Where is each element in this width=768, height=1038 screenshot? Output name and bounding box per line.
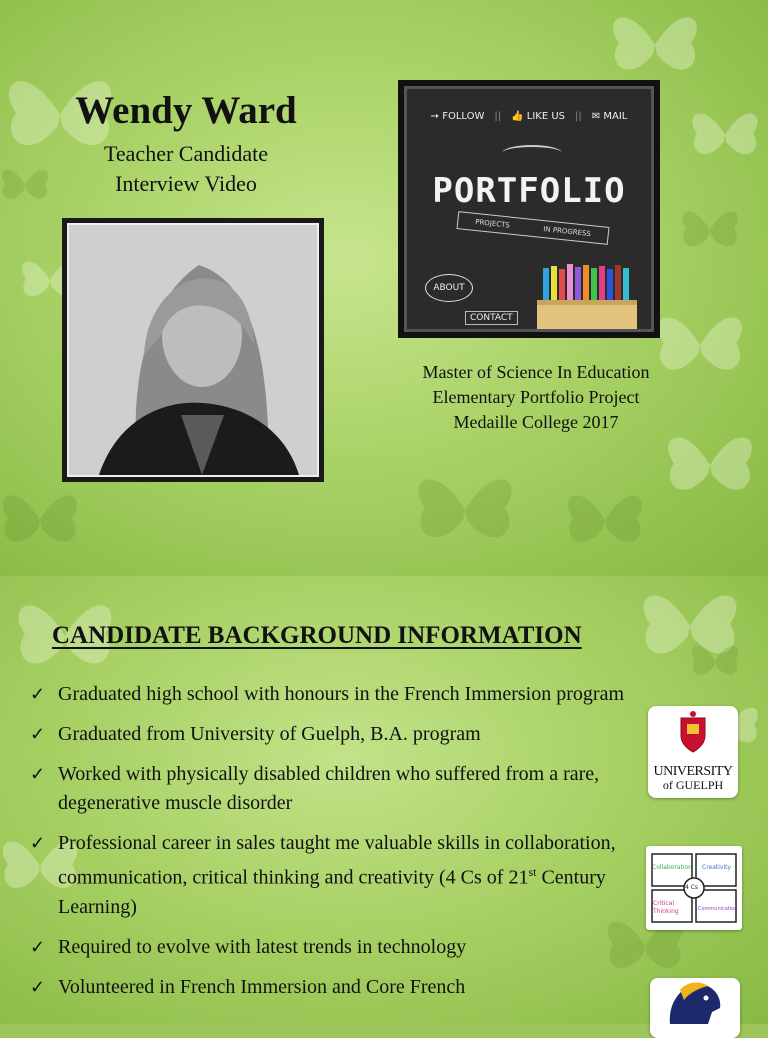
- check-icon: ✓: [30, 764, 46, 784]
- portfolio-chalkboard-image: [398, 80, 660, 338]
- pencil-box: [535, 264, 645, 332]
- check-icon: ✓: [30, 724, 46, 744]
- pencil-icon: [583, 265, 589, 302]
- thumbs-up-icon: 👍: [511, 111, 524, 122]
- mail-link: ✉ MAIL: [591, 111, 628, 122]
- chalk-swirl: [502, 145, 562, 161]
- background-heading: CANDIDATE BACKGROUND INFORMATION: [52, 622, 582, 649]
- contact-label: CONTACT: [465, 311, 518, 325]
- guelph-logo-line2: of GUELPH: [662, 778, 724, 792]
- candidate-name: Wendy Ward: [75, 89, 297, 132]
- chalkboard-nav: ➙ FOLLOW || 👍 LIKE US || ✉ MAIL: [430, 111, 628, 122]
- pencil-icon: [591, 268, 597, 302]
- butterfly-icon: [560, 480, 650, 560]
- candidate-photo: [62, 218, 324, 482]
- caption-line-2: Elementary Portfolio Project: [432, 387, 640, 407]
- list-item: ✓ Required to evolve with latest trends in technology: [28, 933, 642, 962]
- horse-mascot-icon: [650, 978, 740, 1038]
- pencil-icon: [551, 266, 557, 302]
- guelph-logo: [648, 706, 738, 798]
- pencil-icon: [607, 269, 613, 302]
- butterfly-icon: [600, 0, 710, 90]
- check-icon: ✓: [30, 684, 46, 704]
- butterfly-icon: [0, 480, 80, 560]
- check-icon: ✓: [30, 833, 46, 853]
- pencil-icon: [567, 264, 573, 302]
- butterfly-icon: [680, 200, 740, 260]
- about-bubble: ABOUT: [425, 274, 473, 302]
- list-item: ✓ Professional career in sales taught me valuable skills in collaboration, communication, critical thinking and creativity (4 Cs of 21st Century Learning): [28, 829, 642, 922]
- portfolio-title: PORTFOLIO: [432, 171, 626, 211]
- crest-icon: [678, 710, 708, 756]
- subtitle-line-1: Teacher Candidate: [104, 141, 268, 166]
- subtitle-line-2: Interview Video: [115, 171, 257, 196]
- check-icon: ✓: [30, 936, 46, 957]
- butterfly-icon: [690, 636, 740, 686]
- butterfly-icon: [660, 420, 760, 510]
- pencil-icon: [599, 266, 605, 302]
- pencil-icon: [559, 269, 565, 302]
- like-link: 👍 LIKE US: [511, 111, 566, 122]
- pencil-icon: [575, 267, 581, 302]
- check-icon: ✓: [30, 976, 46, 997]
- list-item: ✓ Volunteered in French Immersion and Core French: [28, 973, 642, 1002]
- portrait-image: [69, 225, 317, 475]
- follow-link: ➙ FOLLOW: [430, 111, 485, 122]
- medaille-mascot-logo: [650, 978, 740, 1038]
- mail-icon: ✉: [591, 111, 601, 122]
- list-item: ✓ Worked with physically disabled children who suffered from a rare, degenerative muscle disorder: [28, 760, 642, 818]
- pencil-icon: [623, 268, 629, 302]
- pencil-icon: [615, 265, 621, 302]
- guelph-logo-line1: UNIVERSITY: [653, 764, 733, 779]
- caption-line-3: Medaille College 2017: [453, 412, 619, 432]
- pencil-icon: [543, 268, 549, 302]
- list-item: ✓ Graduated from University of Guelph, B.A. program: [28, 720, 642, 749]
- list-item: ✓ Graduated high school with honours in the French Immersion program: [28, 680, 642, 709]
- background-list: [28, 680, 642, 1013]
- four-cs-puzzle: Collaboration Creativity 4 Cs Critical Thinking Communication: [646, 846, 742, 930]
- portfolio-ribbon: PROJECTS IN PROGRESS: [456, 211, 609, 245]
- butterfly-icon: [410, 460, 520, 560]
- caption-line-1: Master of Science In Education: [422, 362, 650, 382]
- butterfly-icon: [690, 100, 760, 170]
